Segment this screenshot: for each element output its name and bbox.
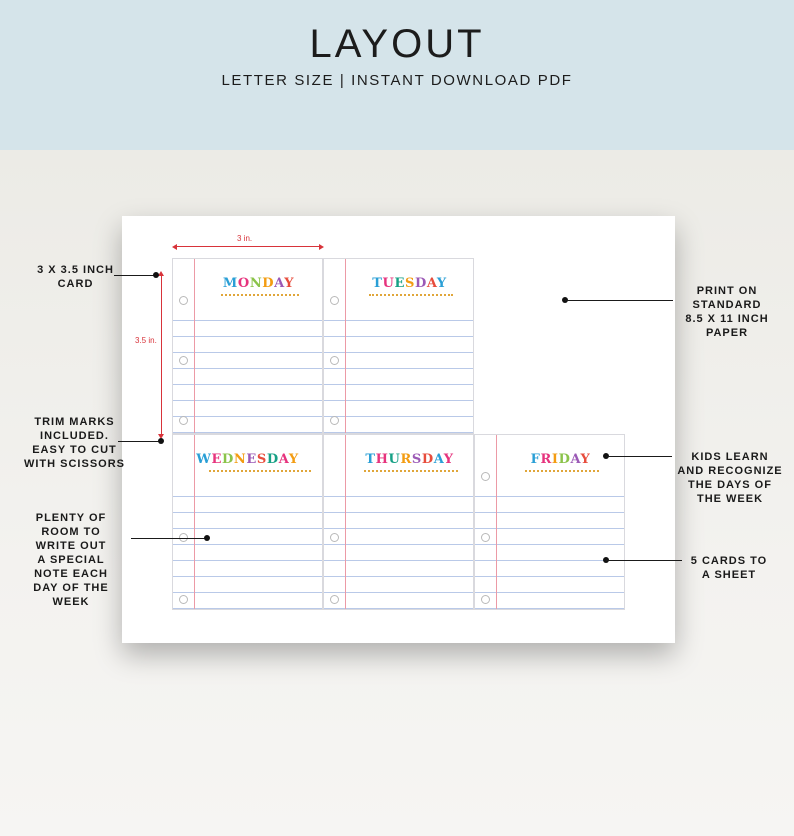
card-friday <box>474 434 625 610</box>
dotted-underline <box>221 294 299 296</box>
day-letter: D <box>222 452 234 467</box>
width-dimension-line <box>174 246 322 247</box>
day-letter: A <box>426 276 437 291</box>
day-title <box>346 452 473 467</box>
punch-hole <box>179 416 188 425</box>
width-label: 3 in. <box>237 234 253 243</box>
day-letter: D <box>414 276 427 291</box>
day-letter: Y <box>443 452 454 467</box>
day-letter: D <box>558 452 571 467</box>
day-letter: N <box>233 452 247 467</box>
page-title: LAYOUT <box>309 22 485 66</box>
leader-dot <box>153 272 159 278</box>
punch-hole <box>179 595 188 604</box>
punch-hole <box>330 533 339 542</box>
callout-kids: KIDS LEARN AND RECOGNIZE THE DAYS OF THE WEEK <box>677 451 783 505</box>
dotted-underline <box>209 470 311 472</box>
day-letter: M <box>222 276 238 291</box>
day-letter: S <box>256 452 267 467</box>
day-letter: A <box>274 276 285 291</box>
punch-hole <box>330 356 339 365</box>
punch-hole <box>179 296 188 305</box>
leader-print <box>565 300 673 301</box>
day-letter: T <box>365 452 376 467</box>
day-letter: Y <box>288 452 299 467</box>
day-letter: I <box>551 452 559 467</box>
day-letter: S <box>404 276 415 291</box>
day-letter: Y <box>284 276 295 291</box>
card-monday <box>172 258 323 434</box>
day-letter: R <box>400 452 412 467</box>
header-banner <box>0 0 794 150</box>
day-letter: F <box>530 452 541 467</box>
day-letter: H <box>375 452 389 467</box>
card-tuesday <box>323 258 474 434</box>
day-letter: A <box>278 452 289 467</box>
day-letter: W <box>196 452 212 467</box>
page-subtitle: LETTER SIZE | INSTANT DOWNLOAD PDF <box>221 72 573 89</box>
punch-hole <box>481 472 490 481</box>
leader-room <box>131 538 207 539</box>
day-letter: E <box>246 452 257 467</box>
day-letter: O <box>237 276 250 291</box>
day-title <box>195 276 322 291</box>
callout-trim-marks: TRIM MARKS INCLUDED. EASY TO CUT WITH SCISSORS <box>23 416 125 470</box>
letter-paper-sheet <box>122 216 675 643</box>
card-thursday <box>323 434 474 610</box>
day-letter: S <box>411 452 422 467</box>
day-letter: D <box>421 452 434 467</box>
card-wednesday <box>172 434 323 610</box>
width-arrow-left <box>172 244 177 250</box>
punch-hole <box>330 595 339 604</box>
leader-trim-marks <box>118 441 160 442</box>
day-letter: N <box>249 276 263 291</box>
callout-print: PRINT ON STANDARD 8.5 X 11 INCH PAPER <box>685 285 769 339</box>
dotted-underline <box>369 294 453 296</box>
width-arrow-right <box>319 244 324 250</box>
day-letter: D <box>262 276 275 291</box>
callout-cards-per-sheet: 5 CARDS TO A SHEET <box>690 555 768 581</box>
punch-hole <box>330 416 339 425</box>
leader-card-size <box>114 275 156 276</box>
day-letter: A <box>433 452 444 467</box>
punch-hole <box>481 595 490 604</box>
day-letter: E <box>211 452 223 467</box>
punch-hole <box>330 296 339 305</box>
day-letter: U <box>382 276 395 291</box>
day-letter: T <box>372 276 383 291</box>
punch-hole <box>179 356 188 365</box>
day-title <box>173 452 322 467</box>
callout-room: PLENTY OF ROOM TO WRITE OUT A SPECIAL NOTE EACH DAY OF THE WEEK <box>33 512 109 608</box>
day-letter: D <box>266 452 279 467</box>
day-letter: Y <box>580 452 591 467</box>
leader-dot <box>158 438 164 444</box>
punch-hole <box>481 533 490 542</box>
leader-cards-per-sheet <box>606 560 682 561</box>
callout-card-size: 3 X 3.5 INCH CARD <box>37 264 114 290</box>
day-title <box>346 276 473 291</box>
day-letter: U <box>388 452 401 467</box>
dotted-underline <box>525 470 599 472</box>
day-letter: Y <box>436 276 447 291</box>
day-letter: R <box>540 452 552 467</box>
leader-kids <box>606 456 672 457</box>
leader-dot <box>204 535 210 541</box>
height-label: 3.5 in. <box>135 336 157 345</box>
dotted-underline <box>364 470 458 472</box>
day-letter: A <box>570 452 581 467</box>
day-letter: E <box>394 276 405 291</box>
height-dimension-line <box>161 274 162 436</box>
